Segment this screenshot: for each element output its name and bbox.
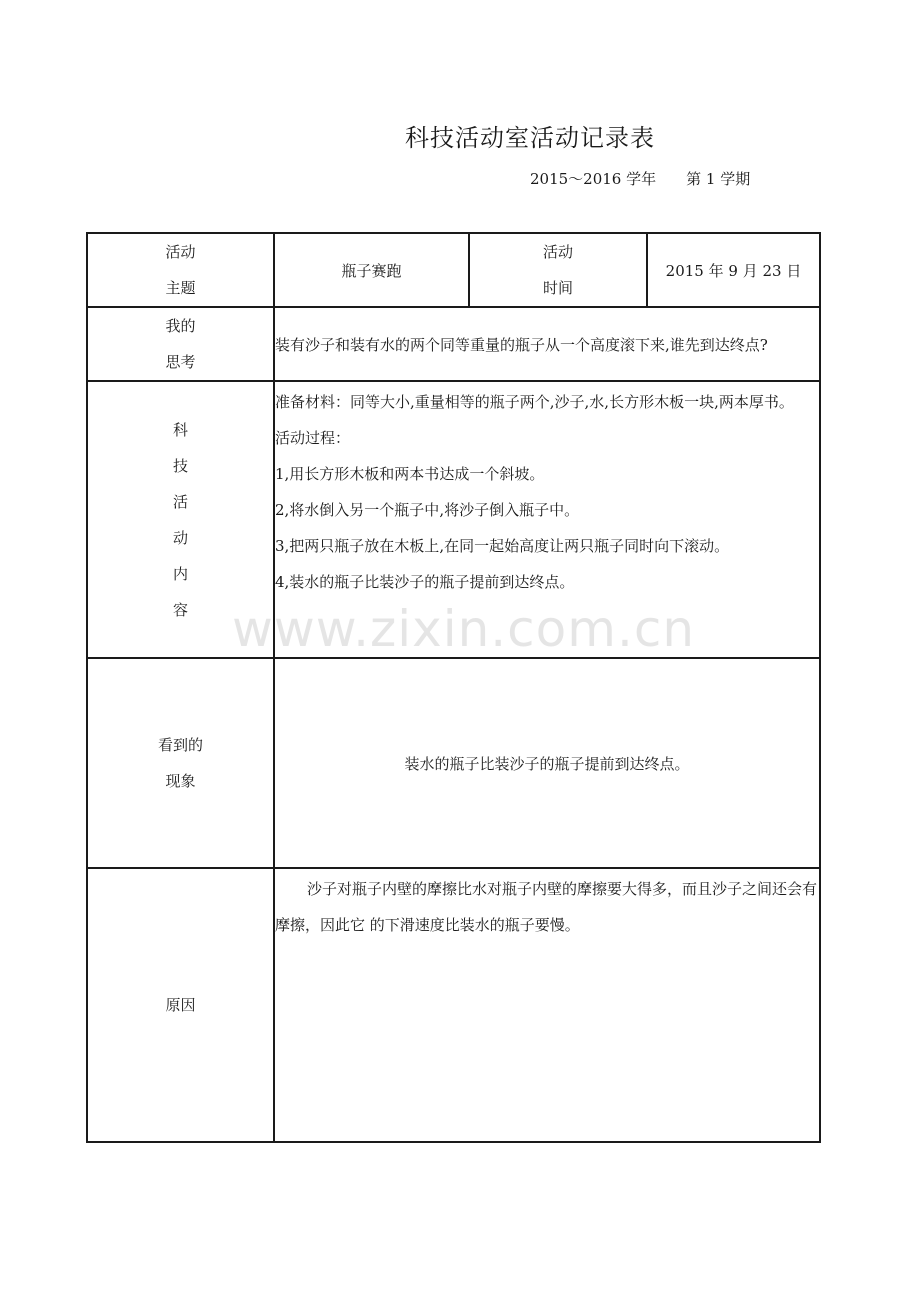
reason-label: 原因 <box>87 868 274 1142</box>
materials-line: 准备材料：同等大小,重量相等的瓶子两个,沙子,水,长方形木板一块,两本厚书。 <box>275 393 794 411</box>
content-label-cell <box>87 381 274 658</box>
step-line: 1,用长方形木板和两本书达成一个斜坡。 <box>275 465 545 483</box>
content-label-char: 活 <box>172 492 188 511</box>
step-line: 4,装水的瓶子比装沙子的瓶子提前到达终点。 <box>275 573 575 591</box>
thinking-label-line: 我的 <box>165 317 196 335</box>
thinking-label-cell <box>87 307 274 381</box>
theme-label-line: 活动 <box>165 243 196 261</box>
content-label-char: 科 <box>172 420 188 439</box>
observation-label-cell <box>87 658 274 868</box>
content-label-char: 容 <box>172 600 188 619</box>
thinking-value: 装有沙子和装有水的两个同等重量的瓶子从一个高度滚下来,谁先到达终点? <box>274 307 820 381</box>
thinking-label-line: 思考 <box>165 353 196 371</box>
row-observation <box>87 658 820 868</box>
activity-record-table <box>86 232 821 1143</box>
step-line: 2,将水倒入另一个瓶子中,将沙子倒入瓶子中。 <box>275 501 580 519</box>
term-number: 第 1 学期 <box>686 170 751 188</box>
process-heading: 活动过程： <box>275 429 351 447</box>
watermark: www.zixin.com.cn <box>232 600 696 658</box>
content-label-char: 技 <box>172 456 188 475</box>
row-theme-time <box>87 233 820 307</box>
content-value-cell <box>274 381 820 658</box>
row-activity-content <box>87 381 820 658</box>
time-value: 2015 年 9 月 23 日 <box>647 233 820 307</box>
theme-value: 瓶子赛跑 <box>274 233 469 307</box>
time-label-cell <box>469 233 647 307</box>
document-title: 科技活动室活动记录表 <box>405 124 655 152</box>
reason-value-cell <box>274 868 820 1142</box>
school-year: 2015～2016 学年 <box>530 170 657 188</box>
row-thinking <box>87 307 820 381</box>
observation-value: 装水的瓶子比装沙子的瓶子提前到达终点。 <box>274 658 820 868</box>
content-label-char: 内 <box>172 564 188 583</box>
observation-label-line: 看到的 <box>157 736 203 754</box>
content-label-char: 动 <box>172 528 188 547</box>
observation-label-line: 现象 <box>165 772 196 790</box>
theme-label-cell <box>87 233 274 307</box>
row-reason <box>87 868 820 1142</box>
time-label-line: 时间 <box>542 279 573 297</box>
time-label-line: 活动 <box>542 243 573 261</box>
reason-value: 沙子对瓶子内壁的摩擦比水对瓶子内壁的摩擦要大得多，而且沙子之间还会有摩擦，因此它 的下滑速度比装水的瓶子要慢。 <box>275 880 818 934</box>
step-line: 3,把两只瓶子放在木板上,在同一起始高度让两只瓶子同时向下滚动。 <box>275 537 730 555</box>
school-term <box>530 168 750 189</box>
theme-label-line: 主题 <box>165 279 196 297</box>
